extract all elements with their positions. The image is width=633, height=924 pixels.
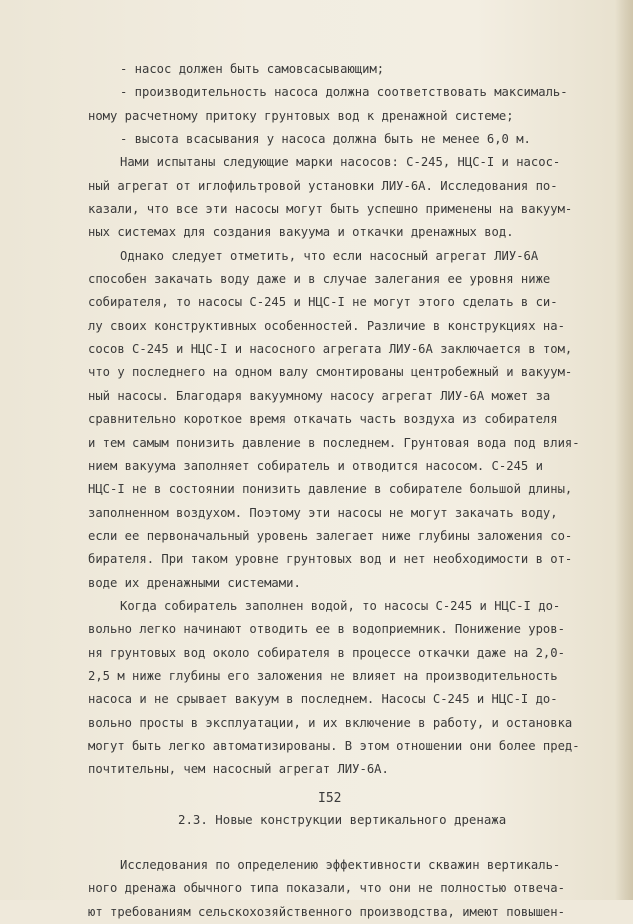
text-line: ный агрегат от иглофильтровой установки ЛИУ-6А. Исследования по- bbox=[88, 178, 558, 193]
text-line: заполненном воздухом. Поэтому эти насосы не могут закачать воду, bbox=[88, 505, 558, 520]
text-line: если ее первоначальный уровень залегает ниже глубины заложения со- bbox=[88, 528, 573, 543]
text-line: Нами испытаны следующие марки насосов: С-245, НЦС-I и насос- bbox=[120, 155, 561, 170]
text-line: насоса и не срывает вакуум в последнем. Насосы С-245 и НЦС-I до- bbox=[88, 692, 558, 707]
page-spine-shadow bbox=[615, 0, 633, 900]
text-line: ня грунтовых вод около собирателя в процессе откачки даже на 2,0- bbox=[88, 645, 565, 660]
body-text bbox=[88, 58, 608, 924]
text-line: могут быть легко автоматизированы. В этом отношении они более пред- bbox=[88, 738, 580, 753]
text-line: сосов С-245 и НЦС-I и насосного агрегата ЛИУ-6А заключается в том, bbox=[88, 342, 573, 357]
text-line: ют требованиям сельскохозяйственного производства, имеют повышен- bbox=[88, 904, 565, 919]
text-line: лу своих конструктивных особенностей. Различие в конструкциях на- bbox=[88, 318, 565, 333]
text-line: казали, что все эти насосы могут быть успешно применены на вакуум- bbox=[88, 202, 573, 217]
text-line: Однако следует отметить, что если насосный агрегат ЛИУ-6А bbox=[120, 248, 539, 263]
text-line: - высота всасывания у насоса должна быть не менее 6,0 м. bbox=[120, 132, 531, 147]
section-heading: 2.3. Новые конструкции вертикального дренажа bbox=[178, 811, 507, 827]
text-line: - насос должен быть самовсасывающим; bbox=[120, 62, 385, 76]
page-number: I52 bbox=[318, 791, 342, 806]
text-line: почтительны, чем насосный агрегат ЛИУ-6А. bbox=[88, 762, 389, 777]
text-line: способен закачать воду даже и в случае залегания ее уровня ниже bbox=[88, 272, 551, 287]
text-line: 2,5 м ниже глубины его заложения не влияет на производительность bbox=[88, 668, 558, 683]
spacer bbox=[88, 782, 608, 808]
spacer bbox=[88, 831, 608, 854]
text-line: ного дренажа обычного типа показали, что они не полностью отвеча- bbox=[88, 881, 565, 896]
text-line: - производительность насоса должна соответствовать максималь- bbox=[120, 85, 568, 100]
text-line: и тем самым понизить давление в последнем. Грунтовая вода под влия- bbox=[88, 435, 580, 450]
text-line: Когда собиратель заполнен водой, то насосы С-245 и НЦС-I до- bbox=[120, 598, 561, 613]
text-line: НЦС-I не в состоянии понизить давление в собирателе большой длины, bbox=[88, 482, 573, 497]
text-line: ному расчетному притоку грунтовых вод к дренажной системе; bbox=[88, 108, 514, 123]
text-line: ных системах для создания вакуума и откачки дренажных вод. bbox=[88, 225, 514, 240]
text-line: ный насосы. Благодаря вакуумному насосу агрегат ЛИУ-6А может за bbox=[88, 388, 551, 403]
text-line: воде их дренажными системами. bbox=[88, 575, 301, 590]
text-line: вольно просты в эксплуатации, и их включение в работу, и остановка bbox=[88, 715, 573, 730]
text-line: Исследования по определению эффективности скважин вертикаль- bbox=[120, 858, 561, 872]
text-line: сравнительно короткое время откачать часть воздуха из собирателя bbox=[88, 412, 558, 427]
text-line: нием вакуума заполняет собиратель и отводится насосом. С-245 и bbox=[88, 458, 543, 473]
text-line: что у последнего на одном валу смонтированы центробежный и вакуум- bbox=[88, 365, 573, 380]
text-line: вольно легко начинают отводить ее в водоприемник. Понижение уров- bbox=[88, 622, 565, 637]
text-line: собирателя, то насосы С-245 и НЦС-I не могут этого сделать в си- bbox=[88, 295, 558, 310]
text-line: бирателя. При таком уровне грунтовых вод и нет необходимости в от- bbox=[88, 552, 573, 567]
